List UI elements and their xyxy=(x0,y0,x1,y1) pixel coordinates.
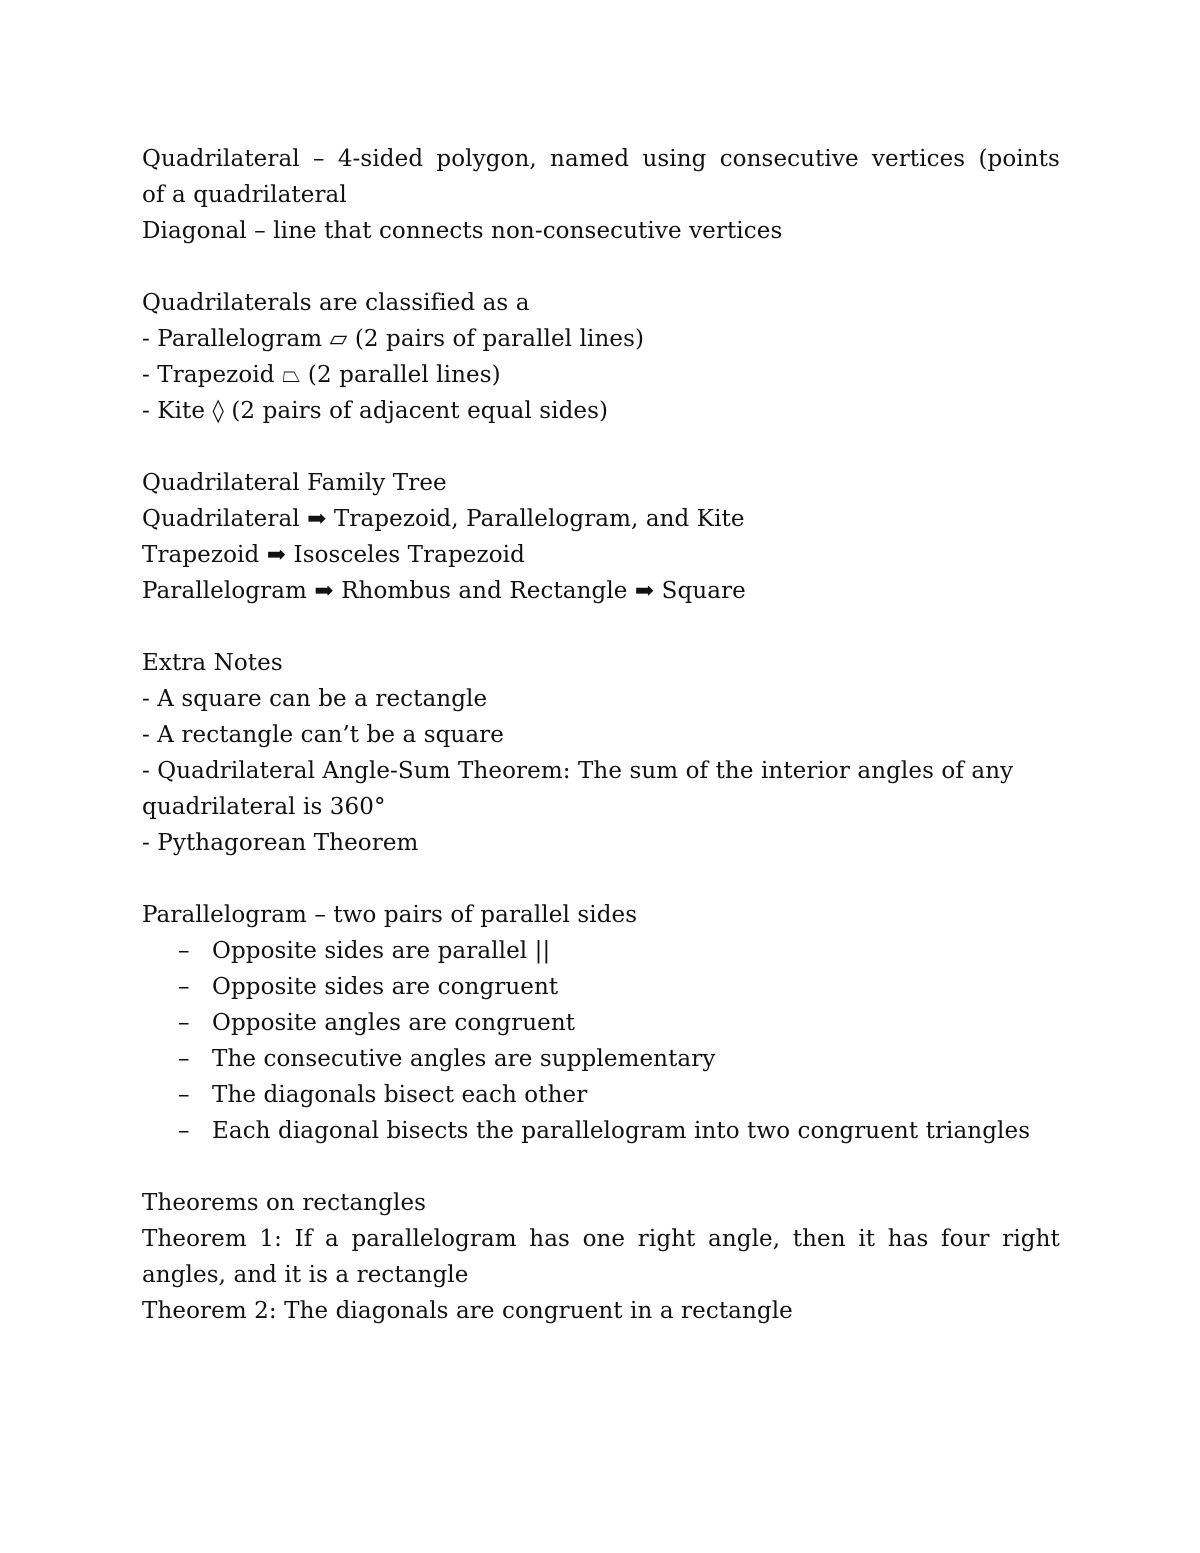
parallelogram-heading: Parallelogram – two pairs of parallel sides xyxy=(142,902,638,928)
word: (points xyxy=(978,146,1060,172)
quadrilateral-definition-continued: of a quadrilateral xyxy=(142,182,347,208)
word: has xyxy=(887,1226,929,1252)
extra-notes-heading: Extra Notes xyxy=(142,650,283,676)
family-tree-quadrilateral: Quadrilateral ➡ Trapezoid, Parallelogram, and Kite xyxy=(142,506,745,532)
extra-note-item: - Pythagorean Theorem xyxy=(142,830,419,856)
parallelogram-property xyxy=(142,1077,1060,1113)
word: using xyxy=(642,146,707,172)
word: one xyxy=(582,1226,626,1252)
diagonal-definition: Diagonal – line that connects non-consecutive vertices xyxy=(142,218,783,244)
parallelogram-property xyxy=(142,969,1060,1005)
theorem-1-continued: angles, and it is a rectangle xyxy=(142,1262,469,1288)
theorem-2-line: Theorem 2: The diagonals are congruent in a rectangle xyxy=(142,1298,793,1324)
family-tree-parallelogram: Parallelogram ➡ Rhombus and Rectangle ➡ Square xyxy=(142,578,746,604)
extra-note-item: - Quadrilateral Angle-Sum Theorem: The sum of the interior angles of any xyxy=(142,758,1014,784)
dash-bullet: – xyxy=(178,1046,190,1072)
property-text: Opposite angles are congruent xyxy=(212,1010,576,1036)
word: Theorem xyxy=(142,1226,247,1252)
theorem-1-line xyxy=(142,1221,1060,1257)
quadrilateral-definition-line xyxy=(142,141,1060,177)
dash-bullet: – xyxy=(178,1082,190,1108)
dash-bullet: – xyxy=(178,1010,190,1036)
parallelogram-property xyxy=(142,933,1060,969)
word: vertices xyxy=(871,146,966,172)
word: 4-sided xyxy=(337,146,424,172)
extra-note-item: - A rectangle can’t be a square xyxy=(142,722,504,748)
property-text: The diagonals bisect each other xyxy=(212,1082,588,1108)
word: a xyxy=(325,1226,339,1252)
dash-bullet: – xyxy=(178,1118,190,1144)
classification-item-kite: - Kite ◊ (2 pairs of adjacent equal sides) xyxy=(142,398,609,424)
extra-note-item-continued: quadrilateral is 360° xyxy=(142,794,386,820)
word: named xyxy=(550,146,630,172)
word: right xyxy=(1002,1226,1060,1252)
word: has xyxy=(529,1226,570,1252)
document-page xyxy=(142,141,1060,1329)
word: it xyxy=(858,1226,876,1252)
property-text: Opposite sides are parallel || xyxy=(212,938,551,964)
classification-item-trapezoid: - Trapezoid ⏢ (2 parallel lines) xyxy=(142,362,501,388)
family-tree-heading: Quadrilateral Family Tree xyxy=(142,470,447,496)
word: consecutive xyxy=(719,146,859,172)
word: Quadrilateral xyxy=(142,146,300,172)
paragraph-spacer xyxy=(142,1149,1060,1185)
word: – xyxy=(312,146,325,172)
parallelogram-property xyxy=(142,1113,1060,1149)
paragraph-spacer xyxy=(142,609,1060,645)
parallelogram-property xyxy=(142,1041,1060,1077)
word: If xyxy=(294,1226,313,1252)
word: four xyxy=(941,1226,990,1252)
word: right xyxy=(637,1226,696,1252)
property-text: Opposite sides are congruent xyxy=(212,974,559,1000)
paragraph-spacer xyxy=(142,249,1060,285)
property-text: The consecutive angles are supplementary xyxy=(212,1046,716,1072)
classification-item-parallelogram: - Parallelogram ▱ (2 pairs of parallel lines) xyxy=(142,326,645,352)
word: angle, xyxy=(708,1226,781,1252)
parallelogram-property xyxy=(142,1005,1060,1041)
extra-note-item: - A square can be a rectangle xyxy=(142,686,488,712)
dash-bullet: – xyxy=(178,938,190,964)
property-text: Each diagonal bisects the parallelogram into two congruent triangles xyxy=(212,1118,1031,1144)
word: then xyxy=(792,1226,846,1252)
paragraph-spacer xyxy=(142,861,1060,897)
word: parallelogram xyxy=(351,1226,517,1252)
word: polygon, xyxy=(436,146,537,172)
paragraph-spacer xyxy=(142,429,1060,465)
family-tree-trapezoid: Trapezoid ➡ Isosceles Trapezoid xyxy=(142,542,525,568)
rectangle-theorems-heading: Theorems on rectangles xyxy=(142,1190,427,1216)
classification-heading: Quadrilaterals are classified as a xyxy=(142,290,530,316)
word: 1: xyxy=(259,1226,282,1252)
dash-bullet: – xyxy=(178,974,190,1000)
